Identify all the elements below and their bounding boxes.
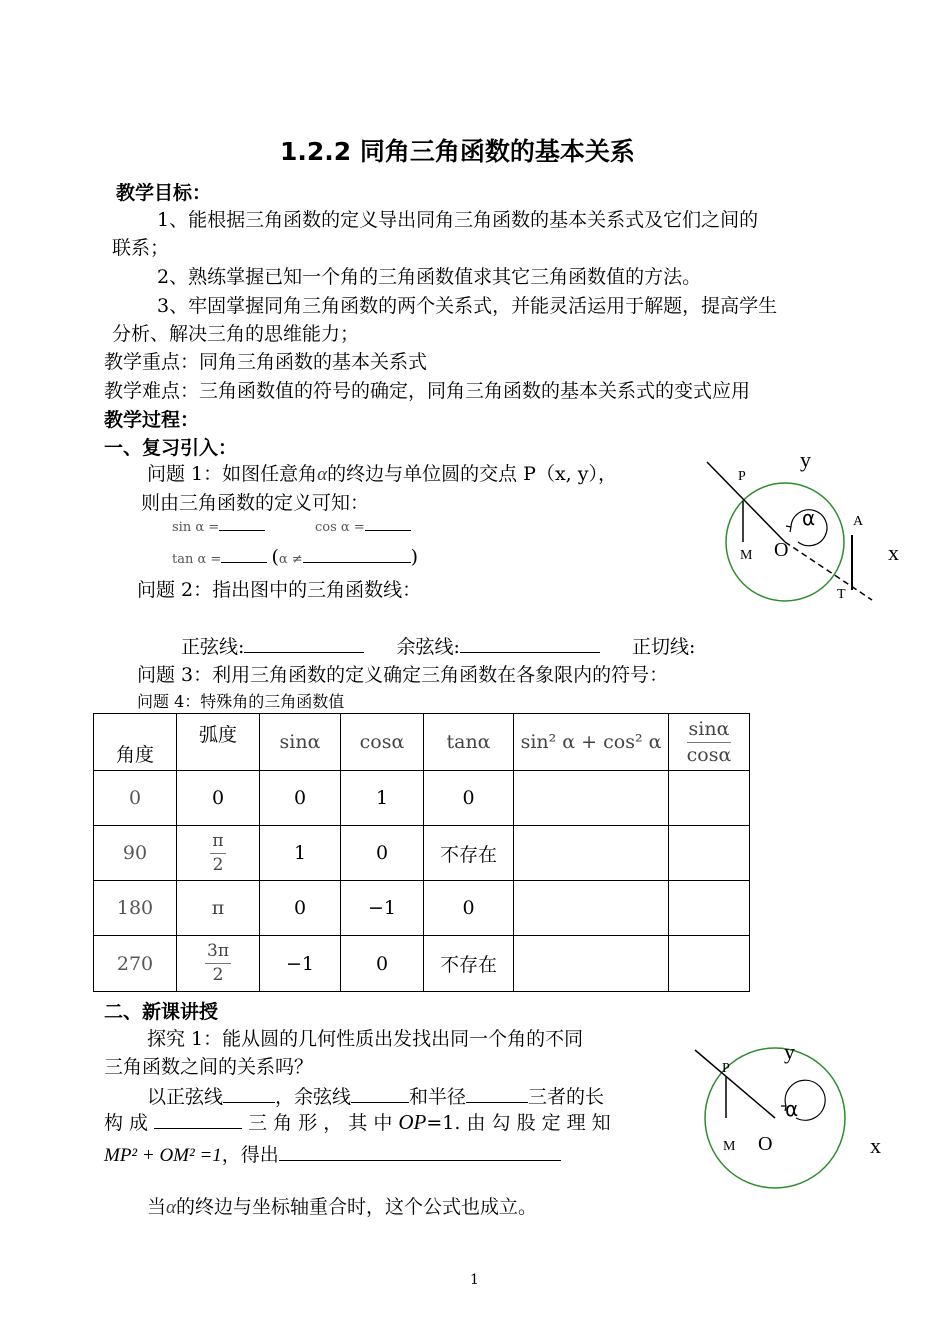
x-axis-label: x (888, 540, 899, 565)
question-2: 问题 2：指出图中的三角函数线： (137, 579, 422, 601)
unit-circle-figure-2 (690, 1035, 910, 1195)
row-0-tan: 0 (424, 771, 514, 826)
row-3-degree: 270 (94, 936, 177, 992)
row-0-sin: 0 (260, 771, 341, 826)
header-tan: tanα (424, 714, 514, 771)
table-row (94, 826, 750, 881)
point-t-label: T (837, 587, 846, 602)
section2-heading: 二、新课讲授 (104, 1001, 219, 1023)
objective-3-line1: 3、牢固掌握同角三角函数的两个关系式，并能灵活运用于解题，提高学生 (157, 295, 778, 317)
tangent-line-label: 正切线: (632, 636, 696, 658)
table-header-row (94, 714, 750, 771)
header-cos: cosα (341, 714, 424, 771)
y-axis-label: y (784, 1039, 795, 1064)
terminal-extension (785, 542, 872, 600)
row-2-radian: π (177, 881, 260, 936)
point-p-label: P (722, 1061, 730, 1076)
page-number: 1 (470, 1272, 479, 1288)
row-1-degree: 90 (94, 826, 177, 881)
table-row (94, 881, 750, 936)
row-1-tan: 不存在 (424, 826, 514, 881)
unit-circle-figure-1 (690, 445, 910, 610)
explore-1-line2: 三角函数之间的关系吗？ (104, 1056, 314, 1078)
row-0-cos: 1 (341, 771, 424, 826)
row-2-cos: −1 (341, 881, 424, 936)
cosine-line-label: 余弦线: (396, 636, 460, 658)
point-m-label: M (740, 548, 753, 563)
point-a-label: A (853, 514, 864, 529)
row-0-degree: 0 (94, 771, 177, 826)
sin-formula: sin α = (172, 520, 265, 535)
process-heading: 教学过程： (104, 409, 200, 431)
row-2-tan: 0 (424, 881, 514, 936)
row-3-sum-squares (514, 936, 669, 992)
explore-line3: 以正弦线 ，余弦线 和半径 三者的长 (147, 1086, 605, 1108)
objective-1-line2: 联系； (112, 237, 170, 259)
row-0-radian: 0 (177, 771, 260, 826)
row-2-degree: 180 (94, 881, 177, 936)
tan-formula: tan α = (α ≠ ) (172, 546, 419, 568)
row-2-sum-squares (514, 881, 669, 936)
row-3-tan: 不存在 (424, 936, 514, 992)
row-1-ratio (669, 826, 750, 881)
question-1-line2: 则由三角函数的定义可知： (141, 492, 370, 514)
row-0-ratio (669, 771, 750, 826)
page-title: 1.2.2 同角三角函数的基本关系 (280, 137, 635, 166)
arc-arrow-icon (786, 526, 791, 532)
alpha-label: α (785, 1097, 799, 1121)
origin-label: O (774, 539, 789, 561)
objective-3-line2: 分析、解决三角的思维能力； (112, 323, 360, 345)
table-row (94, 936, 750, 992)
header-sin: sinα (260, 714, 341, 771)
row-1-radian: $\frac{\pi}{2}$ (177, 826, 260, 881)
objective-1-line1: 1、能根据三角函数的定义导出同角三角函数的基本关系式及它们之间的 (157, 209, 759, 231)
sine-line-label: 正弦线: (181, 636, 245, 658)
terminal-side (707, 462, 785, 542)
row-1-sum-squares (514, 826, 669, 881)
y-axis-label: y (800, 447, 811, 472)
header-radian: 弧度 (177, 714, 260, 771)
question-4: 问题 4：特殊角的三角函数值 (137, 692, 345, 711)
row-2-sin: 0 (260, 881, 341, 936)
question-3: 问题 3：利用三角函数的定义确定三角函数在各象限内的符号： (137, 664, 669, 686)
table-row (94, 771, 750, 826)
row-3-sin: −1 (260, 936, 341, 992)
trig-lines (181, 632, 695, 659)
question-1-line1: 问题 1：如图任意角α的终边与单位圆的交点 P（x, y）， (147, 463, 617, 485)
header-degree: 角度 (94, 714, 177, 771)
difficulty: 教学难点：三角函数值的符号的确定，同角三角函数的基本关系式的变式应用 (104, 380, 751, 402)
point-p-label: P (738, 469, 746, 484)
alpha-symbol: α (317, 464, 328, 485)
row-3-radian: $\frac{3\pi}{2}$ (177, 936, 260, 992)
special-angles-table (93, 713, 750, 992)
row-2-ratio (669, 881, 750, 936)
point-m-label: M (723, 1139, 736, 1154)
objectives-heading: 教学目标： (116, 182, 212, 204)
header-sum-squares: sin² α + cos² α (514, 714, 669, 771)
explore-line5: MP² + OM² =1，得出 (104, 1140, 561, 1167)
row-1-sin: 1 (260, 826, 341, 881)
explore-line6: 当α的终边与坐标轴重合时，这个公式也成立。 (147, 1196, 538, 1218)
cos-formula: cos α = (315, 520, 411, 535)
pythagorean-formula: MP² + OM² =1 (104, 1145, 222, 1166)
row-3-ratio (669, 936, 750, 992)
explore-1-line1: 探究 1：能从圆的几何性质出发找出同一个角的不同 (147, 1028, 584, 1050)
key-point: 教学重点：同角三角函数的基本关系式 (104, 351, 428, 373)
row-0-sum-squares (514, 771, 669, 826)
header-ratio: $\frac{\sin\alpha}{\cos\alpha}$ (669, 714, 750, 771)
row-1-cos: 0 (341, 826, 424, 881)
row-3-cos: 0 (341, 936, 424, 992)
alpha-label: α (802, 506, 816, 530)
section1-heading: 一、复习引入： (104, 437, 238, 459)
origin-label: O (758, 1133, 773, 1155)
objective-2: 2、熟练掌握已知一个角的三角函数值求其它三角函数值的方法。 (157, 266, 702, 288)
x-axis-label: x (870, 1133, 881, 1158)
explore-line4: 构 成 三 角 形 ， 其 中 OP=1. 由 勾 股 定 理 知 (104, 1110, 611, 1134)
